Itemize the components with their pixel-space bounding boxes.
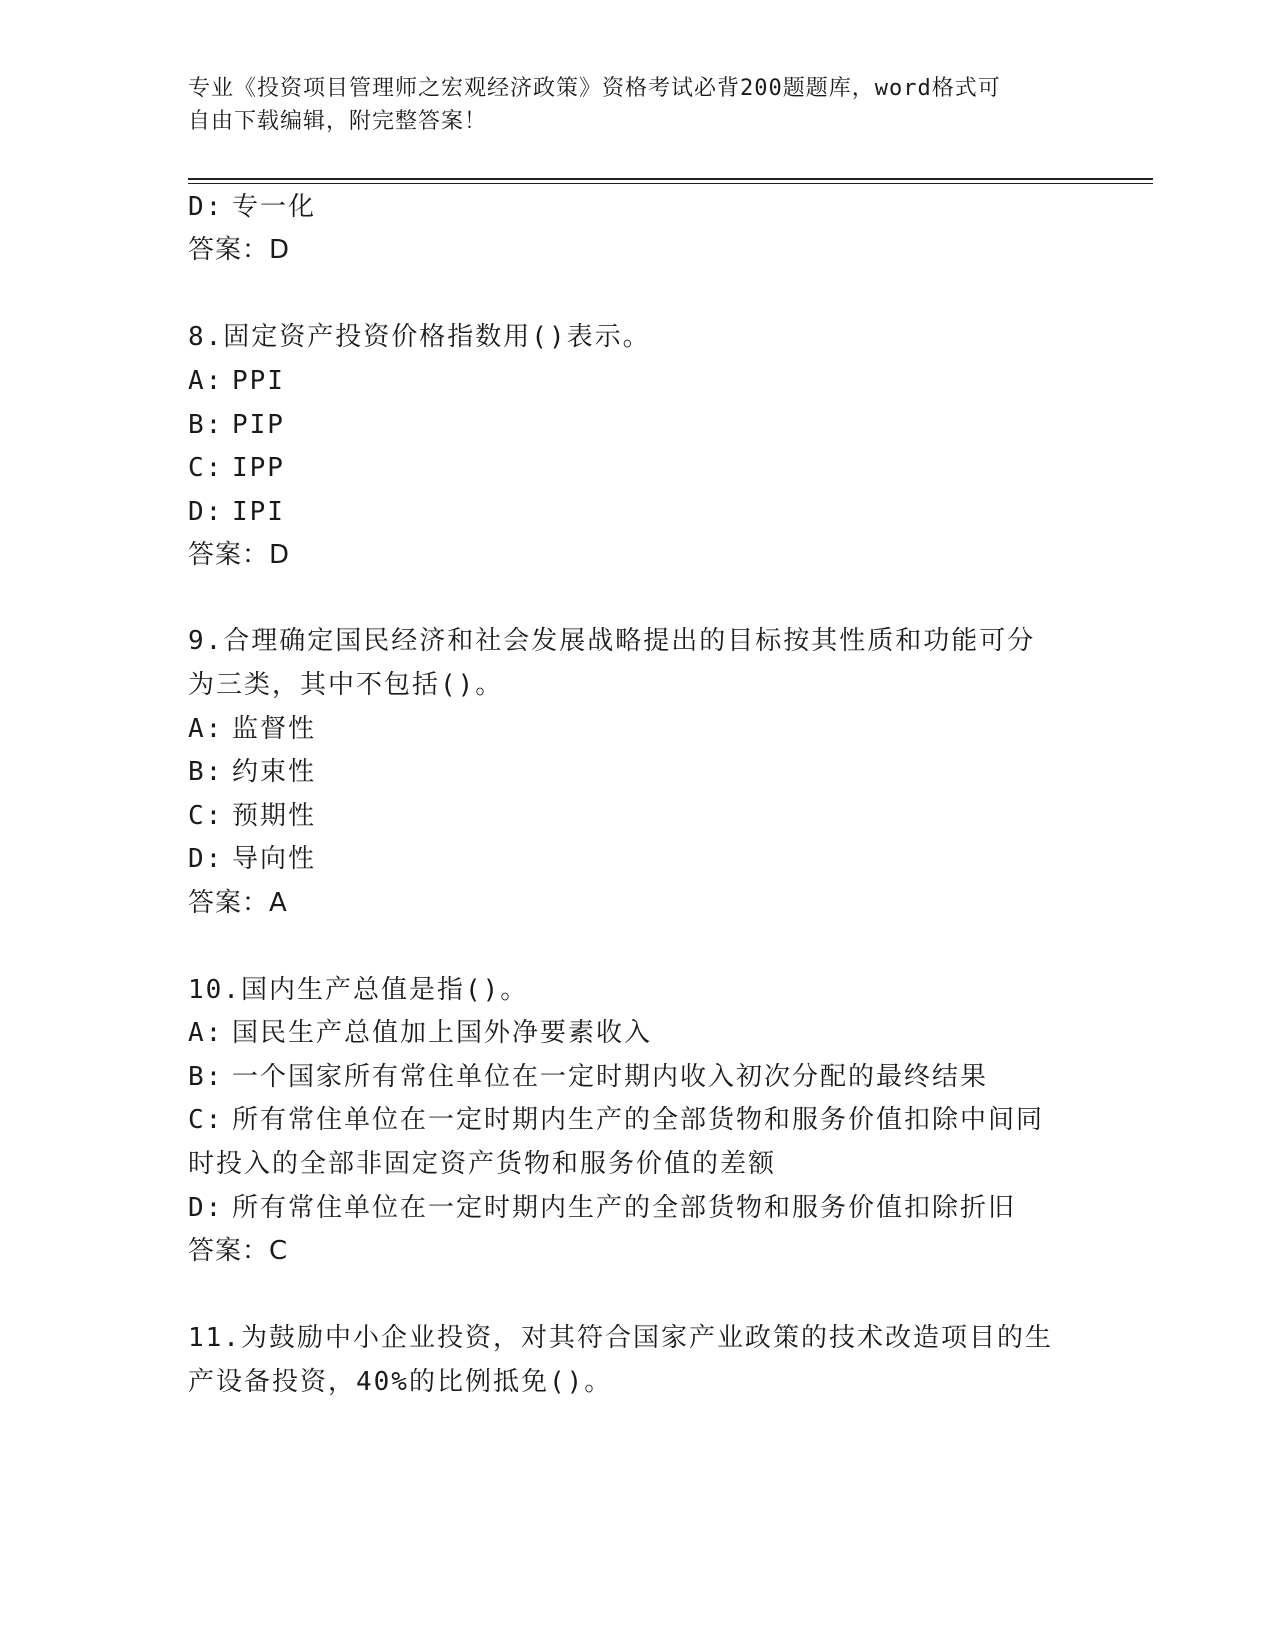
- option-label: D:: [188, 497, 224, 527]
- q9-option-c: [188, 799, 316, 833]
- option-text: 导向性: [232, 844, 317, 874]
- option-text: 专一化: [232, 192, 317, 222]
- q7-option-d: [188, 190, 316, 224]
- option-label: A:: [188, 714, 224, 744]
- option-label: A:: [188, 1018, 224, 1048]
- q8-option-c: [188, 451, 285, 485]
- q8-answer: 答案：D: [188, 540, 291, 570]
- option-label: D:: [188, 1193, 224, 1223]
- q9-question-line-1: 9.合理确定国民经济和社会发展战略提出的目标按其性质和功能可分: [188, 626, 1036, 656]
- q11-question-line-2: 产设备投资，40%的比例抵免()。: [188, 1367, 613, 1397]
- option-label: C:: [188, 801, 224, 831]
- option-text: PPI: [232, 366, 285, 396]
- q10-question: 10.国内生产总值是指()。: [188, 975, 529, 1005]
- q8-option-a: [188, 364, 285, 398]
- q8-option-d: [188, 495, 285, 529]
- q10-answer: 答案：C: [188, 1236, 289, 1266]
- header-line-2: 自由下载编辑，附完整答案！: [188, 109, 488, 134]
- option-label: B:: [188, 1062, 224, 1092]
- q10-option-c-continued: 时投入的全部非固定资产货物和服务价值的差额: [188, 1149, 777, 1179]
- option-text: 约束性: [232, 757, 317, 787]
- q10-option-a: [188, 1016, 652, 1050]
- q9-question-line-2: 为三类，其中不包括()。: [188, 670, 504, 700]
- option-label: C:: [188, 453, 224, 483]
- q9-option-d: [188, 842, 316, 876]
- header-rule-thin: [188, 183, 1153, 184]
- option-text: IPI: [232, 497, 285, 527]
- option-text: 所有常住单位在一定时期内生产的全部货物和服务价值扣除中间同: [232, 1105, 1045, 1135]
- q9-option-b: [188, 755, 316, 789]
- option-label: D:: [188, 192, 224, 222]
- q8-option-b: [188, 408, 285, 442]
- q11-question-line-1: 11.为鼓励中小企业投资，对其符合国家产业政策的技术改造项目的生: [188, 1323, 1053, 1353]
- q9-option-a: [188, 712, 316, 746]
- q9-answer: 答案：A: [188, 888, 288, 918]
- option-label: B:: [188, 410, 224, 440]
- option-text: 监督性: [232, 714, 317, 744]
- q10-option-d: [188, 1191, 1016, 1225]
- option-label: A:: [188, 366, 224, 396]
- header-line-1: 专业《投资项目管理师之宏观经济政策》资格考试必背200题题库，word格式可: [188, 76, 1001, 101]
- q8-question: 8.固定资产投资价格指数用()表示。: [188, 322, 651, 352]
- option-label: B:: [188, 757, 224, 787]
- document-header: [188, 72, 1068, 138]
- q10-option-b: [188, 1060, 988, 1094]
- option-label: C:: [188, 1105, 224, 1135]
- option-text: IPP: [232, 453, 285, 483]
- q7-answer: 答案：D: [188, 235, 291, 265]
- option-text: 一个国家所有常住单位在一定时期内收入初次分配的最终结果: [232, 1062, 989, 1092]
- option-text: 所有常住单位在一定时期内生产的全部货物和服务价值扣除折旧: [232, 1193, 1017, 1223]
- q10-option-c: [188, 1103, 1044, 1137]
- option-text: 预期性: [232, 801, 317, 831]
- option-text: PIP: [232, 410, 285, 440]
- option-label: D:: [188, 844, 224, 874]
- header-rule: [188, 178, 1153, 180]
- option-text: 国民生产总值加上国外净要素收入: [232, 1018, 653, 1048]
